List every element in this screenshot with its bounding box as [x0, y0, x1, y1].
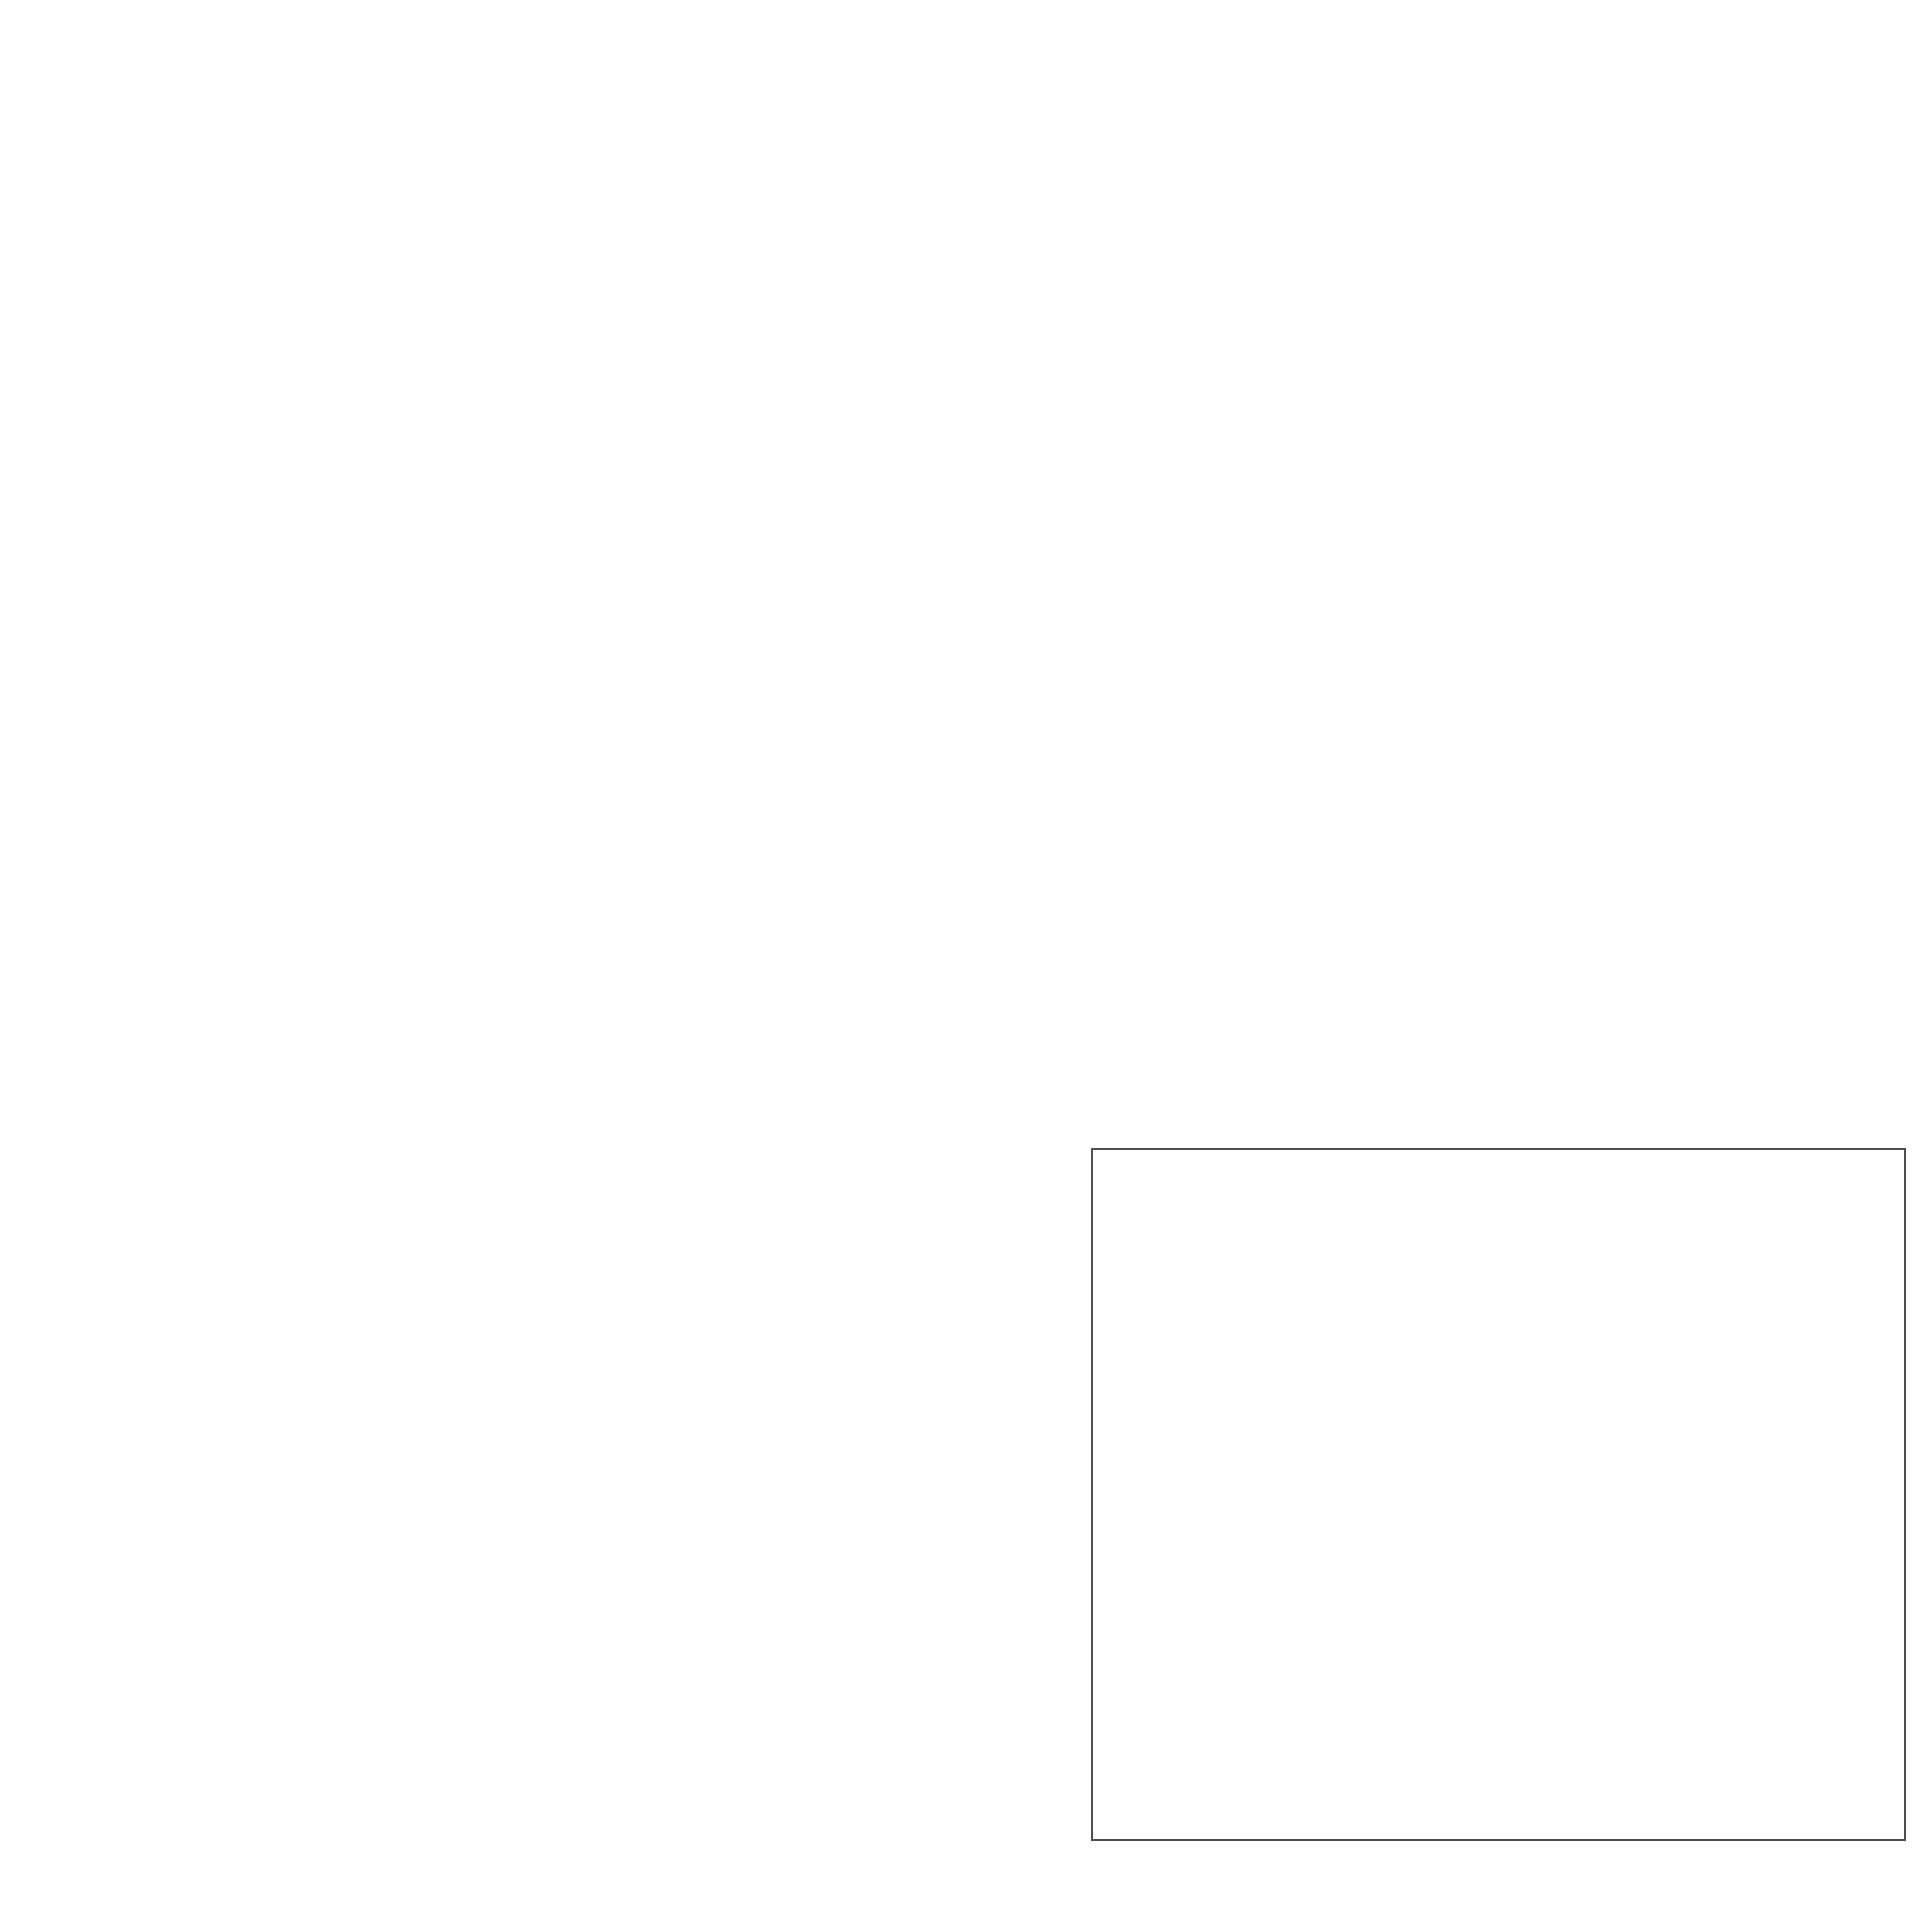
set-labels	[430, 1148, 1040, 1841]
intersection-matrix	[1091, 1148, 1906, 1841]
set-size-chart	[0, 1100, 500, 1920]
